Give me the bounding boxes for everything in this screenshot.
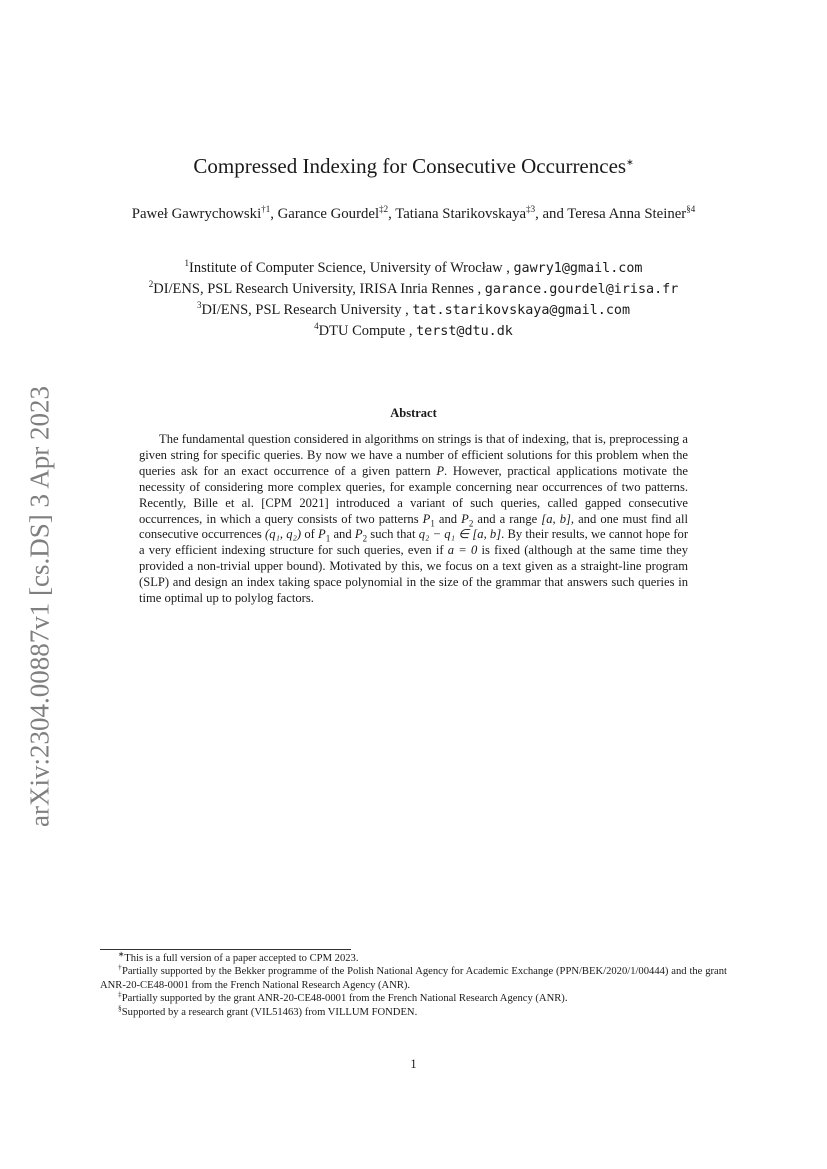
author-mark: ‡2 bbox=[379, 204, 389, 215]
abstract-text: The fundamental question considered in algorithms on strings is that of indexing, that is, preprocessing a given string for specific queries. By now we have a number of efficient solutions for this problem when the queries ask for an exact occurrence of a given pattern bbox=[139, 432, 688, 478]
footnote bbox=[100, 962, 727, 992]
author-list bbox=[100, 204, 727, 225]
affiliation-number: 4 bbox=[314, 321, 319, 332]
affiliation-email: garance.gourdel@irisa.fr bbox=[484, 282, 679, 297]
math-subscript: 1 bbox=[325, 533, 331, 544]
title-text: Compressed Indexing for Consecutive Occurrences bbox=[193, 154, 627, 178]
footnote-rule bbox=[100, 949, 351, 950]
affiliation-line bbox=[90, 321, 737, 342]
affiliation-list bbox=[90, 258, 737, 342]
math-range: [a, b] bbox=[541, 511, 571, 526]
title-footnote-mark: ∗ bbox=[626, 157, 634, 167]
page-number: 1 bbox=[410, 1057, 417, 1071]
affiliation-email: terst@dtu.dk bbox=[416, 324, 513, 339]
footnotes bbox=[100, 949, 727, 1019]
author-mark: ‡3 bbox=[526, 204, 536, 215]
arxiv-stamp: arXiv:2304.00887v1 [cs.DS] 3 Apr 2023 bbox=[24, 386, 55, 828]
footnote-text: Supported by a research grant (VIL51463) from VILLUM FONDEN. bbox=[121, 1006, 418, 1018]
footnote bbox=[100, 949, 727, 965]
footnote-text: Partially supported by the grant ANR-20-CE48-0001 from the French National Research Agency (ANR). bbox=[121, 993, 568, 1005]
author-separator: , bbox=[388, 206, 396, 222]
math-subscript: 1 bbox=[430, 518, 435, 529]
footnote-mark: § bbox=[118, 1003, 122, 1013]
math-subscript: 2 bbox=[362, 533, 368, 544]
author-separator: , bbox=[270, 206, 278, 222]
author-name: Garance Gourdel bbox=[277, 206, 380, 222]
affiliation-number: 3 bbox=[196, 300, 202, 311]
affiliation-number: 2 bbox=[148, 279, 154, 290]
math-condition: q₂ − q₁ ∈ [a, b] bbox=[418, 527, 502, 542]
math-a-zero: a = 0 bbox=[447, 543, 478, 558]
author-separator: , and bbox=[535, 206, 568, 222]
affiliation-line bbox=[90, 300, 737, 321]
footnote-mark: ∗ bbox=[118, 949, 125, 959]
affiliation-email: tat.starikovskaya@gmail.com bbox=[412, 303, 631, 318]
math-pattern-2: P bbox=[461, 511, 469, 526]
abstract-heading: Abstract bbox=[390, 406, 437, 420]
author-name: Teresa Anna Steiner bbox=[567, 206, 687, 222]
author-mark: §4 bbox=[686, 204, 696, 215]
footnote-mark: † bbox=[118, 962, 122, 972]
math-pattern-1: P bbox=[422, 511, 431, 526]
paper-title bbox=[100, 154, 727, 179]
affiliation-name: DI/ENS, PSL Research University , bbox=[201, 302, 413, 318]
abstract-text: of bbox=[301, 527, 319, 542]
abstract-text: is fixed (although at the same time they provided a non-trivial upper bound). Motivated by this, we focus on a text given as a straight-line program (SLP) and design an index taking space polynomial in the size of the grammar that answers such queries in time optimal up to polylog factors. bbox=[139, 543, 688, 606]
affiliation-email: gawry1@gmail.com bbox=[513, 261, 643, 276]
abstract-text: . However, practical applications motivate the necessity of considering more complex queries, for example concerning near occurrences of two patterns. Recently, Bille et al. [CPM 2021] introduced a variant of such queries, called gapped consecutive occurrences, in which a query consists of two patterns bbox=[139, 463, 688, 526]
footnote-mark: ‡ bbox=[118, 989, 122, 999]
footnote bbox=[100, 1003, 727, 1019]
footnote-text: Partially supported by the Bekker programme of the Polish National Agency for Academic Exchange (PPN/BEK/2020/1/00444) and the grant ANR-20-CE48-0001 from the French National Research Agency (ANR). bbox=[100, 966, 727, 991]
math-pattern: P bbox=[436, 463, 445, 478]
math-pattern-2: P bbox=[354, 527, 363, 542]
abstract-text: and a range bbox=[473, 511, 542, 526]
footnote-text: This is a full version of a paper accepted to CPM 2023. bbox=[124, 953, 359, 964]
footnote bbox=[100, 989, 727, 1005]
abstract-text: and bbox=[434, 511, 462, 526]
abstract-body bbox=[139, 432, 688, 607]
affiliation-name: DI/ENS, PSL Research University, IRISA Inria Rennes , bbox=[153, 281, 485, 297]
affiliation-name: DTU Compute , bbox=[318, 323, 417, 339]
author-name: Paweł Gawrychowski bbox=[131, 206, 262, 222]
affiliation-name: Institute of Computer Science, University of Wrocław , bbox=[188, 260, 514, 276]
affiliation-line bbox=[90, 258, 737, 279]
math-pattern-1: P bbox=[318, 527, 326, 542]
author-name: Tatiana Starikovskaya bbox=[395, 206, 527, 222]
abstract-text: . By their results, we cannot hope for a very efficient indexing structure for such queries, even if bbox=[139, 527, 689, 558]
abstract-text: and bbox=[330, 527, 355, 542]
abstract-text: , and one must find all consecutive occurrences bbox=[139, 511, 689, 542]
math-pair: (q₁, q₂) bbox=[265, 527, 302, 542]
author-mark: †1 bbox=[261, 204, 271, 215]
abstract-text: such that bbox=[367, 527, 419, 542]
affiliation-number: 1 bbox=[184, 258, 189, 269]
affiliation-line bbox=[90, 279, 737, 300]
math-subscript: 2 bbox=[468, 518, 474, 529]
